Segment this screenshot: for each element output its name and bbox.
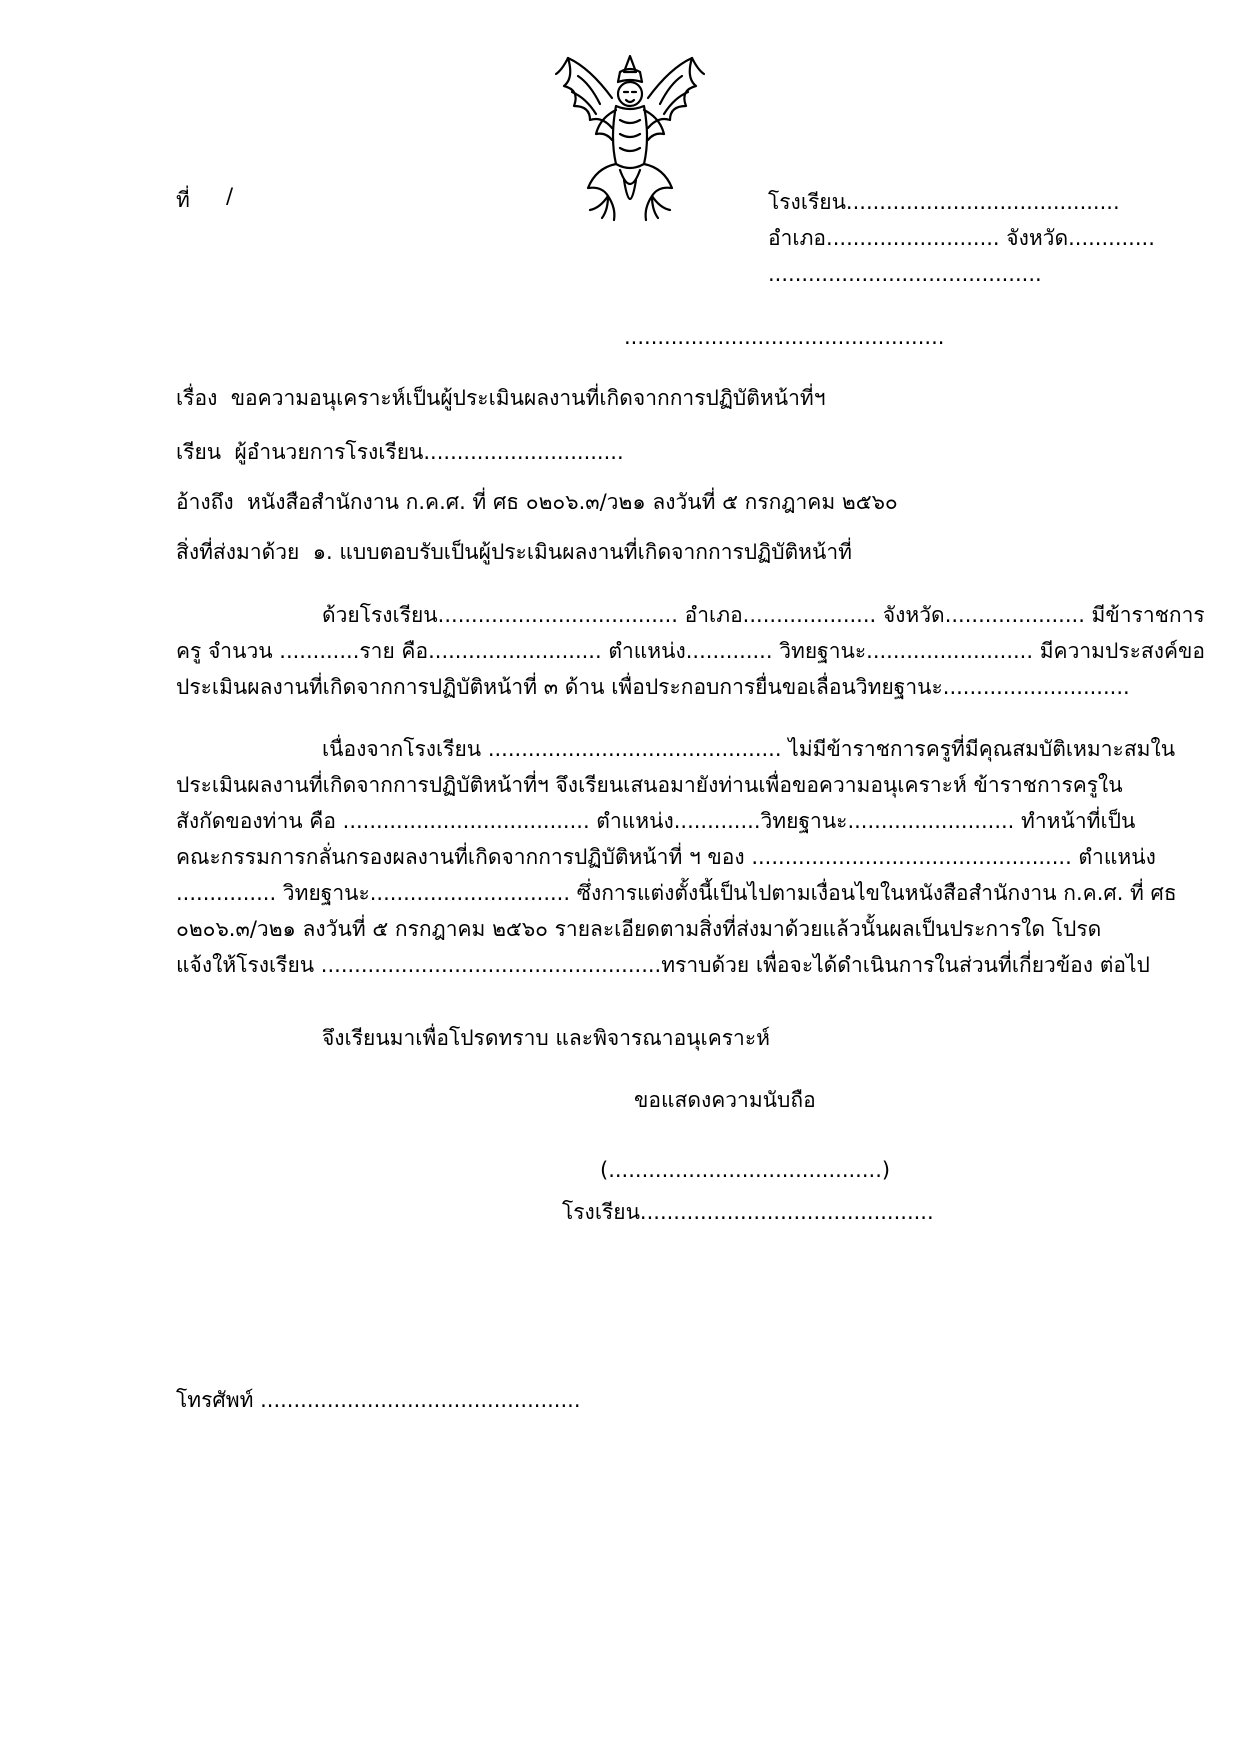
signature-name-blank: (.........................................) [600,1158,891,1182]
para2-line-6: ๐๒๐๖.๓/ว๒๑ ลงวันที่ ๕ กรกฎาคม ๒๕๖๐ รายละเอียดตามสิ่งที่ส่งมาด้วยแล้วนั้นผลเป็นประการใด โปรด [176,917,1102,941]
subject-text: ขอความอนุเคราะห์เป็นผู้ประเมินผลงานที่เกิดจากการปฏิบัติหน้าที่ฯ [230,386,826,410]
para2-line-5: ............... วิทยฐานะ.............................. ซึ่งการแต่งตั้งนี้เป็นไปตามเงื่อนไขในหนังสือสำนักงาน ก.ค.ศ. ที่ ศธ [176,881,1177,905]
closing-text: จึงเรียนมาเพื่อโปรดทราบ และพิจารณาอนุเคราะห์ [322,1026,770,1050]
para2-line-7: แจ้งให้โรงเรียน ...................................................ทราบด้วย เพื่อจะได้ดำเนินการในส่วนที่เกี่ยวข้อง ต่อไป [176,953,1150,977]
enclosure-line [176,536,852,569]
signature-school: โรงเรียน............................................ [562,1200,934,1224]
garuda-emblem-icon [550,48,710,230]
para1-line-1: ด้วยโรงเรียน.................................... อำเภอ.................... จังหวัด..................... มีข้าราชการ [322,603,1205,627]
para2-line-3: สังกัดของท่าน คือ ..................................... ตำแหน่ง.............วิทยฐานะ......................... ทำหน้าที่เป็น [176,809,1136,833]
enclosure-text: ๑. แบบตอบรับเป็นผู้ประเมินผลงานที่เกิดจากการปฏิบัติหน้าที่ [312,540,852,564]
ref-slash: / [226,184,234,208]
ref-label: ที่ [176,188,190,212]
para2-line-4: คณะกรรมการกลั่นกรองผลงานที่เกิดจากการปฏิบัติหน้าที่ ฯ ของ ................................................ ตำแหน่ง [176,845,1156,869]
signature-salutation: ขอแสดงความนับถือ [634,1088,816,1112]
reference-label: อ้างถึง [176,490,234,514]
para2-line-1: เนื่องจากโรงเรียน ............................................ ไม่มีข้าราชการครูที่มีคุณสมบัติเหมาะสมใน [322,737,1176,761]
para1-line-3: ประเมินผลงานที่เกิดจากการปฏิบัติหน้าที่ ๓ ด้าน เพื่อประกอบการยื่นขอเลื่อนวิทยฐานะ............................ [176,675,1130,699]
reference-line [176,486,898,519]
date-blank: ................................................ [624,325,945,349]
subject-label: เรื่อง [176,386,218,410]
header-district-province: อำเภอ.......................... จังหวัด............. [768,226,1155,250]
header-school: โรงเรียน......................................... [768,190,1120,214]
to-line [176,436,624,469]
para1-line-2: ครู จำนวน ............ราย คือ.......................... ตำแหน่ง............. วิทยฐานะ......................... มีความประสงค์ขอ [176,639,1205,663]
header-address-blank: ......................................... [768,262,1042,286]
to-text: ผู้อำนวยการโรงเรียน.............................. [234,440,624,464]
enclosure-label: สิ่งที่ส่งมาด้วย [176,540,300,564]
reference-text: หนังสือสำนักงาน ก.ค.ศ. ที่ ศธ ๐๒๐๖.๓/ว๒๑ ลงวันที่ ๕ กรกฎาคม ๒๕๖๐ [247,490,898,514]
para2-line-2: ประเมินผลงานที่เกิดจากการปฏิบัติหน้าที่ฯ จึงเรียนเสนอมายังท่านเพื่อขอความอนุเคราะห์ ข้าราชการครูใน [176,773,1123,797]
to-label: เรียน [176,440,222,464]
subject-line [176,382,826,415]
phone-line: โทรศัพท์ ................................................ [176,1388,581,1412]
